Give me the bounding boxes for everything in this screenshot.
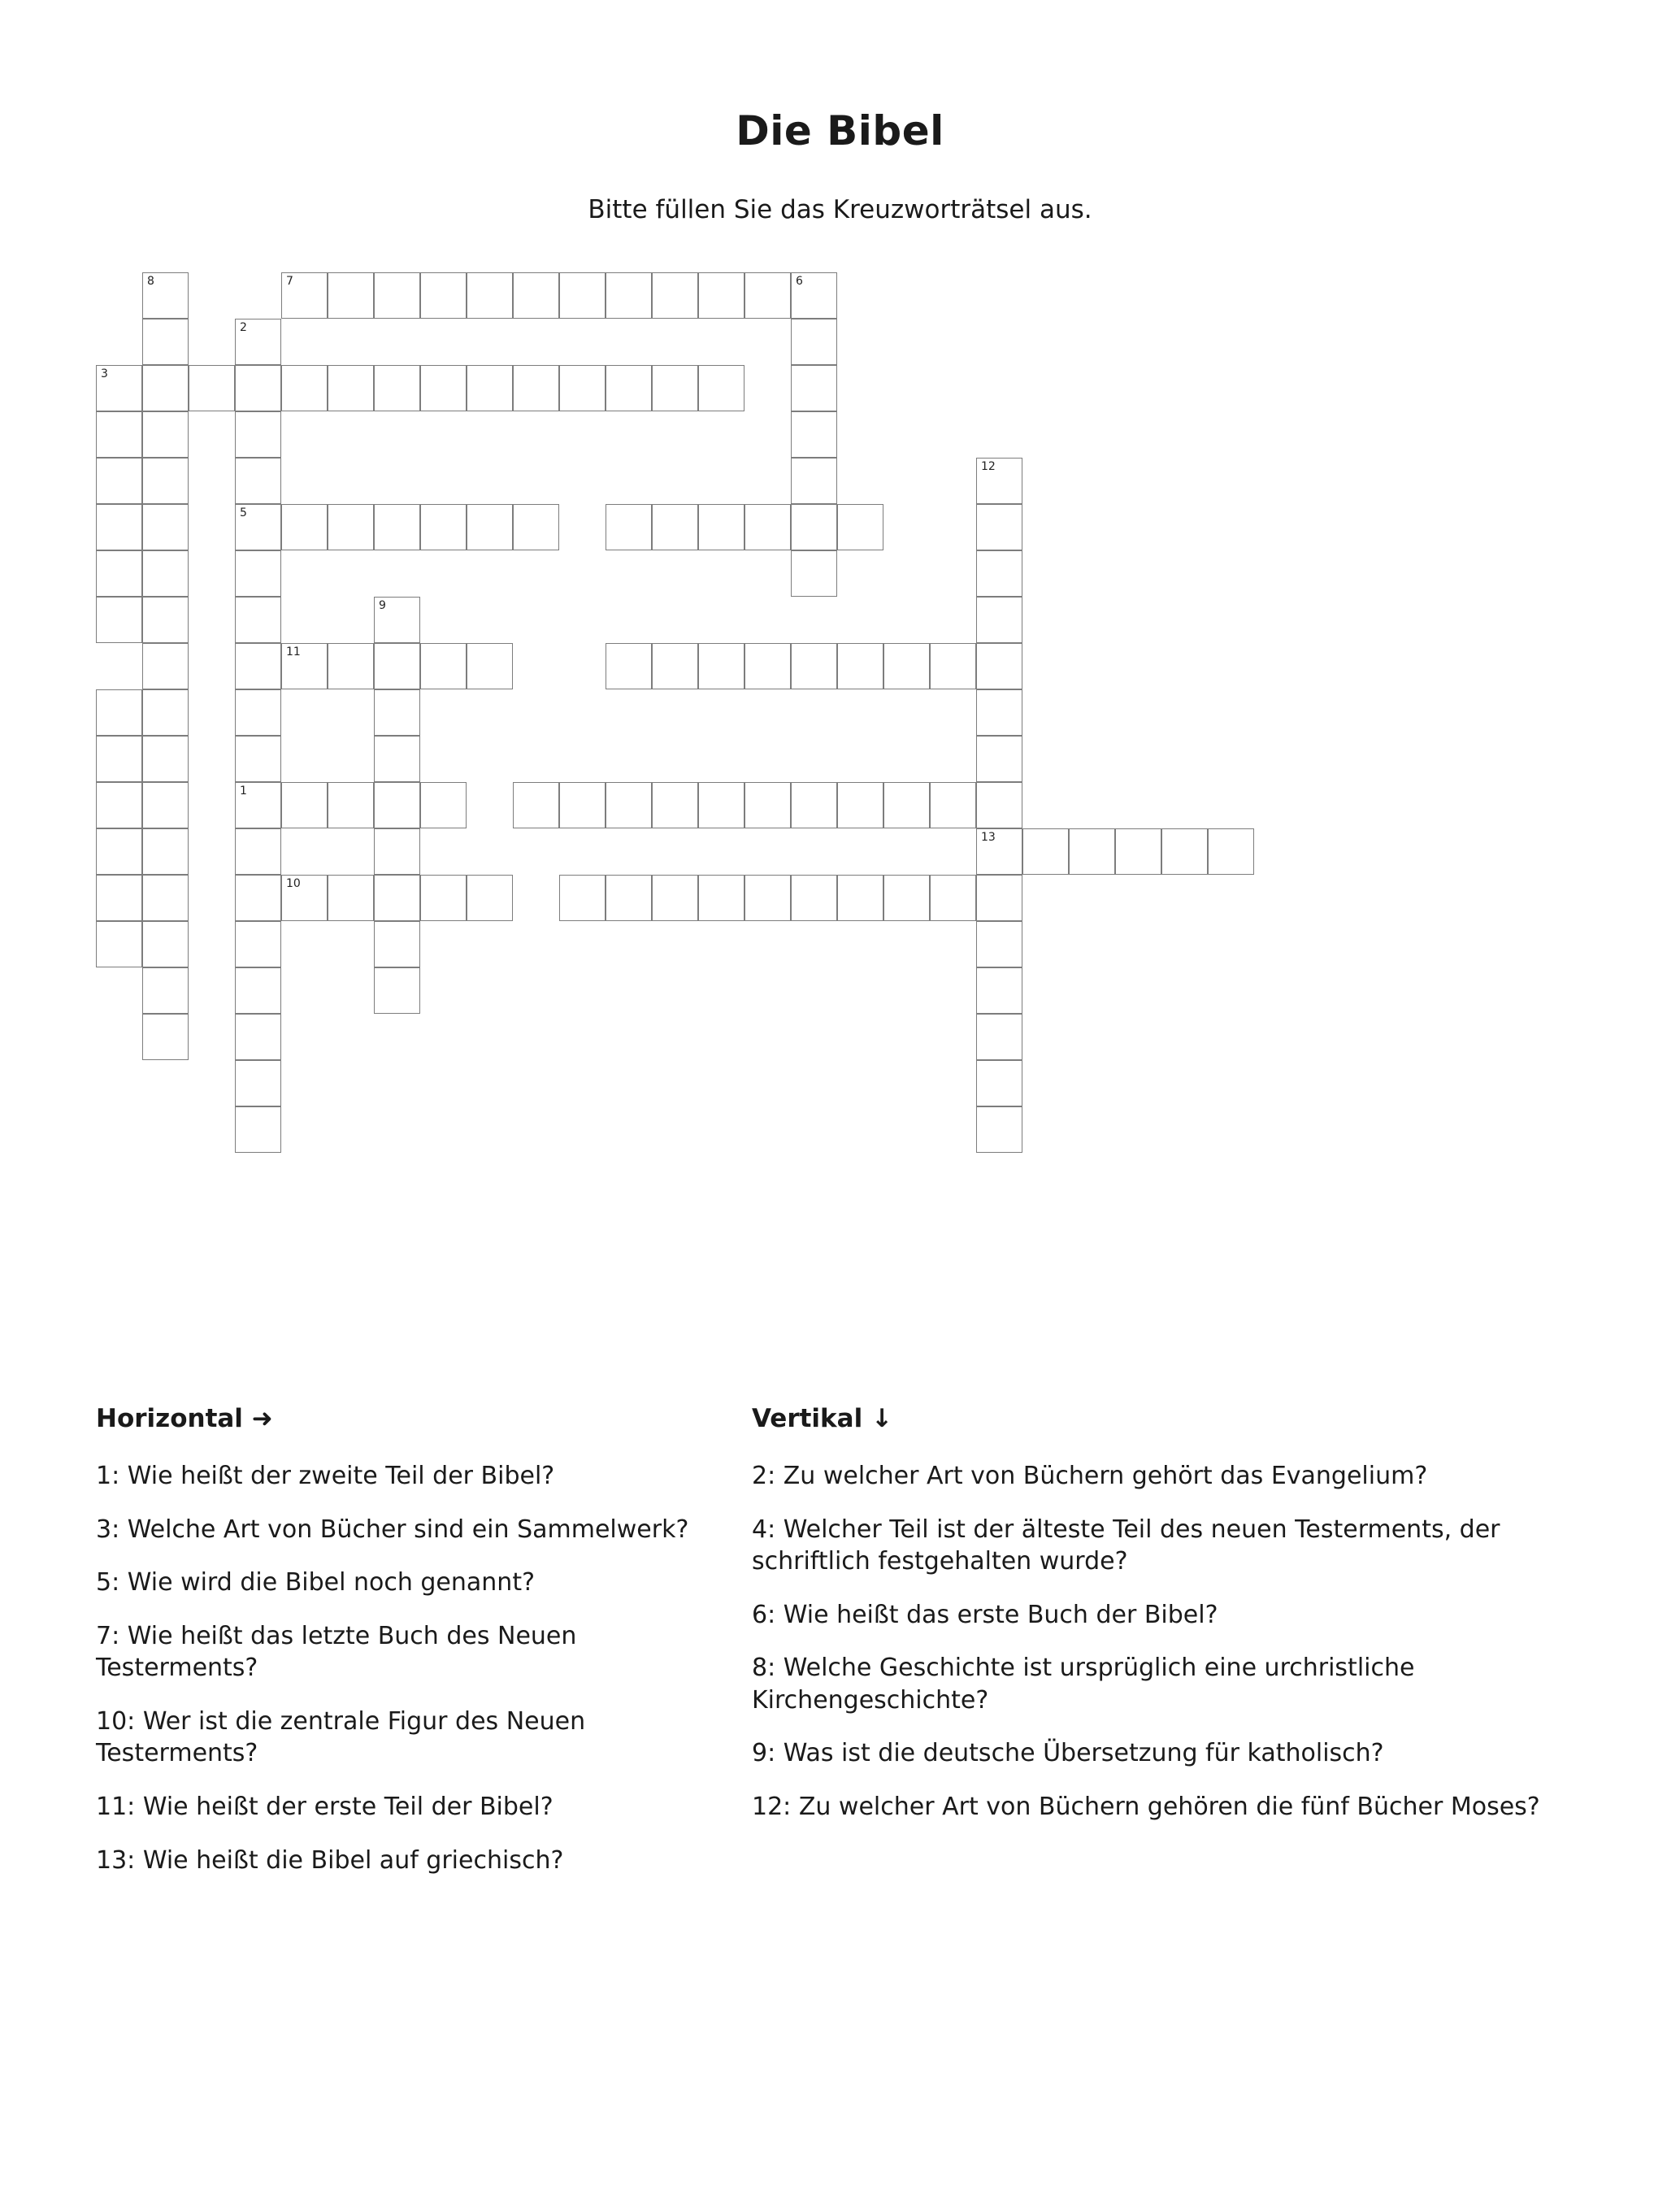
crossword-cell[interactable]	[976, 643, 1022, 689]
crossword-cell[interactable]	[235, 689, 281, 736]
crossword-cell[interactable]	[467, 875, 513, 921]
crossword-cell[interactable]	[976, 1106, 1022, 1153]
crossword-cell[interactable]	[328, 272, 374, 319]
crossword-cell-number: 9	[379, 599, 386, 612]
crossword-cell[interactable]	[420, 272, 467, 319]
crossword-cell-number: 6	[796, 275, 803, 288]
crossword-cell[interactable]	[559, 875, 606, 921]
crossword-cell[interactable]	[1069, 828, 1115, 875]
crossword-cell[interactable]	[142, 643, 189, 689]
down-heading: Vertikal ↓	[752, 1404, 892, 1433]
crossword-cell[interactable]	[96, 736, 142, 782]
crossword-cell[interactable]	[235, 921, 281, 967]
across-clue: 5: Wie wird die Bibel noch genannt?	[96, 1568, 535, 1597]
crossword-cell[interactable]	[1115, 828, 1161, 875]
crossword-cell[interactable]	[420, 782, 467, 828]
crossword-cell[interactable]	[142, 550, 189, 597]
crossword-cell[interactable]	[513, 782, 559, 828]
crossword-cell[interactable]	[744, 875, 791, 921]
crossword-cell-number: 3	[101, 367, 108, 380]
crossword-cell[interactable]	[652, 875, 698, 921]
crossword-cell[interactable]	[976, 967, 1022, 1014]
crossword-cell[interactable]	[698, 365, 744, 411]
crossword-cell[interactable]	[142, 597, 189, 643]
crossword-cell[interactable]	[976, 875, 1022, 921]
crossword-cell[interactable]	[744, 782, 791, 828]
crossword-cell[interactable]	[96, 411, 142, 458]
crossword-cell[interactable]	[96, 365, 142, 411]
crossword-cell-number: 10	[286, 877, 301, 890]
crossword-cell[interactable]	[467, 365, 513, 411]
crossword-cell[interactable]	[606, 782, 652, 828]
crossword-cell[interactable]	[96, 689, 142, 736]
crossword-cell[interactable]	[374, 365, 420, 411]
crossword-cell[interactable]	[698, 875, 744, 921]
crossword-grid[interactable]	[0, 264, 1680, 1305]
crossword-cell[interactable]	[837, 782, 883, 828]
crossword-cell[interactable]	[1022, 828, 1069, 875]
across-clue: 1: Wie heißt der zweite Teil der Bibel?	[96, 1461, 555, 1490]
across-clue: 13: Wie heißt die Bibel auf griechisch?	[96, 1845, 564, 1875]
crossword-cell-number: 7	[286, 275, 293, 288]
crossword-cell[interactable]	[235, 782, 281, 828]
crossword-cell[interactable]	[513, 365, 559, 411]
crossword-cell[interactable]	[235, 597, 281, 643]
across-heading: Horizontal ➜	[96, 1404, 273, 1433]
crossword-cell[interactable]	[930, 875, 976, 921]
crossword-cell-number: 12	[981, 460, 996, 473]
crossword-cell[interactable]	[420, 643, 467, 689]
crossword-cell[interactable]	[976, 504, 1022, 550]
crossword-cell[interactable]	[606, 643, 652, 689]
crossword-cell[interactable]	[281, 504, 328, 550]
crossword-cell[interactable]	[142, 828, 189, 875]
down-clue: 9: Was ist die deutsche Übersetzung für katholisch?	[752, 1739, 1384, 1768]
crossword-cell[interactable]	[606, 504, 652, 550]
crossword-cell[interactable]	[606, 365, 652, 411]
crossword-cell[interactable]	[328, 875, 374, 921]
crossword-cell[interactable]	[467, 504, 513, 550]
crossword-cell[interactable]	[652, 643, 698, 689]
crossword-cell[interactable]	[281, 365, 328, 411]
down-clue: 6: Wie heißt das erste Buch der Bibel?	[752, 1600, 1218, 1629]
crossword-cell[interactable]	[235, 1060, 281, 1106]
crossword-cell[interactable]	[652, 272, 698, 319]
crossword-cell[interactable]	[791, 782, 837, 828]
crossword-cell[interactable]	[698, 782, 744, 828]
crossword-cell[interactable]	[374, 736, 420, 782]
crossword-cell[interactable]	[281, 782, 328, 828]
crossword-cell[interactable]	[235, 875, 281, 921]
crossword-cell[interactable]	[142, 319, 189, 365]
crossword-cell[interactable]	[791, 365, 837, 411]
crossword-cell[interactable]	[235, 411, 281, 458]
crossword-cell[interactable]	[142, 689, 189, 736]
across-clue: 3: Welche Art von Bücher sind ein Sammelwerk?	[96, 1515, 689, 1544]
crossword-cell[interactable]	[142, 782, 189, 828]
crossword-cell[interactable]	[791, 504, 837, 550]
crossword-cell[interactable]	[328, 782, 374, 828]
across-clues-column	[96, 1402, 738, 1897]
crossword-cell[interactable]	[96, 458, 142, 504]
crossword-cell[interactable]	[235, 550, 281, 597]
crossword-cell[interactable]	[976, 782, 1022, 828]
crossword-cell[interactable]	[96, 504, 142, 550]
crossword-cell[interactable]	[96, 875, 142, 921]
down-clue: 2: Zu welcher Art von Büchern gehört das Evangelium?	[752, 1461, 1428, 1490]
crossword-cell-number: 1	[240, 785, 247, 798]
crossword-cell[interactable]	[374, 828, 420, 875]
crossword-cell[interactable]	[1161, 828, 1208, 875]
down-clue: 4: Welcher Teil ist der älteste Teil des neuen Testerments, der schriftlich festgehalten wurde?	[752, 1515, 1500, 1576]
crossword-cell[interactable]	[235, 967, 281, 1014]
crossword-cell[interactable]	[142, 1014, 189, 1060]
page-title: Die Bibel	[736, 107, 944, 154]
crossword-cell[interactable]	[142, 921, 189, 967]
crossword-cell[interactable]	[976, 550, 1022, 597]
crossword-cell[interactable]	[791, 272, 837, 319]
crossword-cell[interactable]	[559, 272, 606, 319]
across-clue: 11: Wie heißt der erste Teil der Bibel?	[96, 1793, 553, 1822]
crossword-cell[interactable]	[96, 782, 142, 828]
crossword-cell[interactable]	[976, 828, 1022, 875]
crossword-cell[interactable]	[235, 643, 281, 689]
crossword-cell[interactable]	[1208, 828, 1254, 875]
page-subtitle: Bitte füllen Sie das Kreuzworträtsel aus.	[588, 195, 1092, 224]
crossword-cell[interactable]	[791, 550, 837, 597]
crossword-cell[interactable]	[837, 643, 883, 689]
crossword-cell[interactable]	[142, 411, 189, 458]
crossword-cell[interactable]	[235, 365, 281, 411]
crossword-cell[interactable]	[791, 458, 837, 504]
crossword-cell[interactable]	[142, 736, 189, 782]
crossword-cell[interactable]	[281, 875, 328, 921]
down-clue: 8: Welche Geschichte ist ursprüglich eine urchristliche Kirchengeschichte?	[752, 1654, 1415, 1715]
crossword-cell[interactable]	[374, 875, 420, 921]
crossword-cell[interactable]	[513, 504, 559, 550]
crossword-cell[interactable]	[883, 643, 930, 689]
crossword-cell[interactable]	[930, 643, 976, 689]
crossword-cell[interactable]	[374, 643, 420, 689]
crossword-cell[interactable]	[606, 875, 652, 921]
crossword-cell[interactable]	[559, 782, 606, 828]
crossword-cell[interactable]	[606, 272, 652, 319]
crossword-cell[interactable]	[96, 550, 142, 597]
crossword-cell[interactable]	[235, 458, 281, 504]
crossword-cell[interactable]	[976, 1014, 1022, 1060]
crossword-cell[interactable]	[374, 967, 420, 1014]
crossword-cell[interactable]	[698, 504, 744, 550]
crossword-cell[interactable]	[235, 504, 281, 550]
across-clue: 10: Wer ist die zentrale Figur des Neuen Testerments?	[96, 1706, 586, 1768]
crossword-cell[interactable]	[96, 828, 142, 875]
crossword-cell[interactable]	[698, 272, 744, 319]
crossword-cell-number: 13	[981, 831, 996, 844]
crossword-cell[interactable]	[744, 504, 791, 550]
crossword-cell[interactable]	[235, 319, 281, 365]
crossword-cell[interactable]	[281, 643, 328, 689]
across-clue: 7: Wie heißt das letzte Buch des Neuen Testerments?	[96, 1621, 577, 1683]
crossword-cell[interactable]	[420, 875, 467, 921]
crossword-cell[interactable]	[374, 504, 420, 550]
crossword-cell[interactable]	[791, 875, 837, 921]
crossword-cell[interactable]	[976, 736, 1022, 782]
crossword-cell-number: 5	[240, 506, 247, 519]
crossword-cell[interactable]	[328, 365, 374, 411]
crossword-cell[interactable]	[976, 1060, 1022, 1106]
crossword-cell[interactable]	[791, 643, 837, 689]
crossword-cell[interactable]	[328, 643, 374, 689]
crossword-cell[interactable]	[652, 365, 698, 411]
crossword-cell[interactable]	[235, 828, 281, 875]
crossword-cell[interactable]	[837, 504, 883, 550]
crossword-cell[interactable]	[235, 736, 281, 782]
crossword-cell[interactable]	[420, 504, 467, 550]
crossword-cell[interactable]	[142, 458, 189, 504]
crossword-cell[interactable]	[142, 272, 189, 319]
crossword-cell[interactable]	[976, 921, 1022, 967]
crossword-cell[interactable]	[883, 782, 930, 828]
crossword-cell[interactable]	[698, 643, 744, 689]
crossword-cell[interactable]	[837, 875, 883, 921]
down-clues-column	[752, 1402, 1613, 1845]
crossword-cell[interactable]	[976, 689, 1022, 736]
crossword-cell-number: 2	[240, 321, 247, 334]
crossword-cell[interactable]	[744, 272, 791, 319]
crossword-cell[interactable]	[374, 272, 420, 319]
crossword-cell[interactable]	[142, 504, 189, 550]
crossword-cell[interactable]	[467, 643, 513, 689]
crossword-cell[interactable]	[96, 921, 142, 967]
crossword-cell[interactable]	[142, 875, 189, 921]
crossword-cell-number: 8	[147, 275, 154, 288]
crossword-cell[interactable]	[744, 643, 791, 689]
crossword-cell[interactable]	[513, 272, 559, 319]
crossword-cell[interactable]	[976, 597, 1022, 643]
crossword-cell[interactable]	[930, 782, 976, 828]
crossword-cell-number: 11	[286, 645, 301, 658]
crossword-cell[interactable]	[652, 504, 698, 550]
crossword-cell[interactable]	[142, 967, 189, 1014]
crossword-cell[interactable]	[883, 875, 930, 921]
crossword-cell[interactable]	[559, 365, 606, 411]
crossword-cell[interactable]	[976, 458, 1022, 504]
crossword-cell[interactable]	[96, 597, 142, 643]
crossword-cell[interactable]	[652, 782, 698, 828]
crossword-cell[interactable]	[235, 1106, 281, 1153]
crossword-cell[interactable]	[467, 272, 513, 319]
crossword-cell[interactable]	[374, 921, 420, 967]
down-clue: 12: Zu welcher Art von Büchern gehören die fünf Bücher Moses?	[752, 1793, 1540, 1822]
crossword-cell[interactable]	[374, 689, 420, 736]
crossword-cell[interactable]	[420, 365, 467, 411]
crossword-cell[interactable]	[328, 504, 374, 550]
crossword-cell[interactable]	[374, 782, 420, 828]
crossword-cell[interactable]	[791, 411, 837, 458]
crossword-cell[interactable]	[374, 597, 420, 643]
crossword-cell[interactable]	[142, 365, 189, 411]
crossword-cell[interactable]	[791, 319, 837, 365]
crossword-cell[interactable]	[281, 272, 328, 319]
crossword-cell[interactable]	[235, 1014, 281, 1060]
crossword-cell[interactable]	[189, 365, 235, 411]
